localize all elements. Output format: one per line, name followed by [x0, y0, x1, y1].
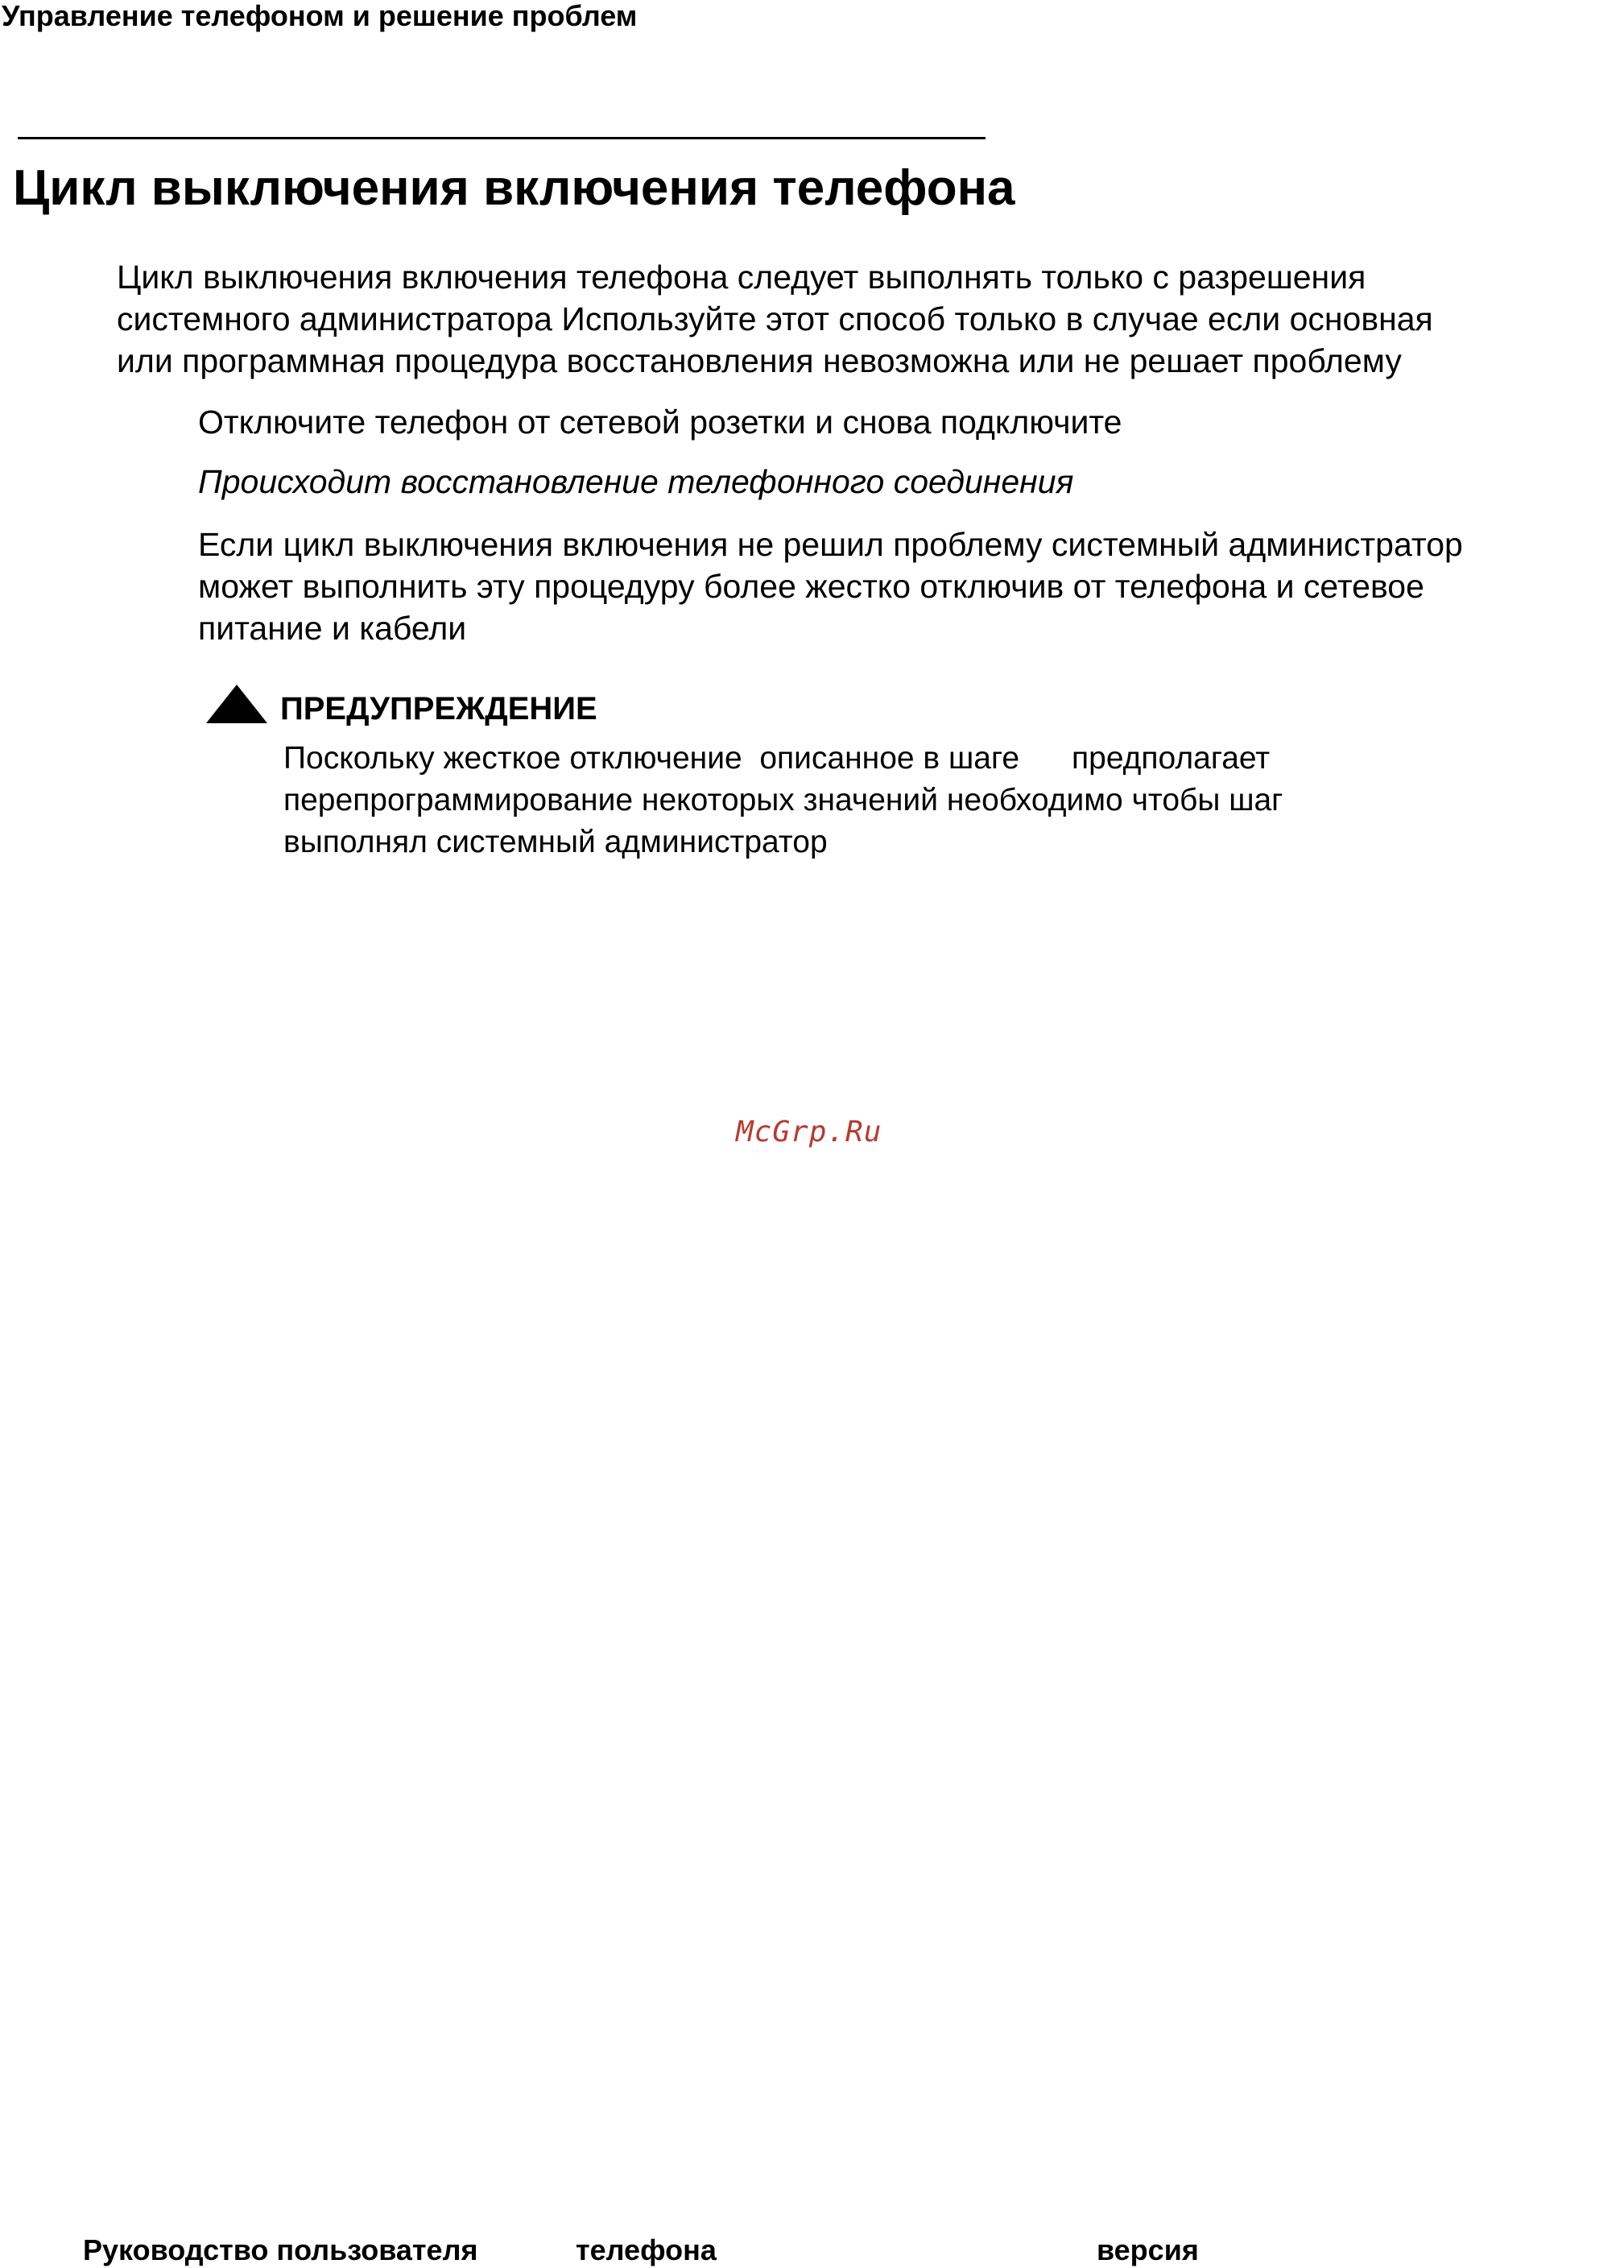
intro-paragraph	[117, 256, 1598, 382]
footer-version-label: версия	[1097, 2233, 1199, 2266]
running-header: Управление телефоном и решение проблем	[2, 0, 638, 32]
intro-line: системного администратора Используйте этот способ только в случае если основная	[117, 300, 1433, 337]
footer-phone-label: телефона	[576, 2233, 717, 2266]
intro-line: или программная процедура восстановления невозможна или не решает проблему	[117, 342, 1402, 379]
watermark: McGrp.Ru	[736, 1115, 882, 1148]
step-1-result: Происходит восстановление телефонного соединения	[198, 463, 1074, 500]
step-1-instruction: Отключите телефон от сетевой розетки и снова подключите	[198, 404, 1122, 441]
footer-guide-title: Руководство пользователя	[83, 2233, 478, 2266]
section-divider	[18, 137, 986, 139]
warning-triangle-icon	[206, 685, 267, 723]
warning-line: выполнял системный администратор	[283, 825, 828, 859]
warning-title: ПРЕДУПРЕЖДЕНИЕ	[280, 691, 597, 726]
warning-line: Поскольку жесткое отключение описанное в шаге предполагает	[283, 741, 1271, 776]
intro-line: Цикл выключения включения телефона следует выполнять только с разрешения	[117, 259, 1366, 296]
warning-line: перепрограммирование некоторых значений необходимо чтобы шаг	[283, 783, 1283, 817]
section-title: Цикл выключения включения телефона	[13, 160, 1015, 216]
step-2-line: питание и кабели	[198, 610, 467, 647]
step-2-instruction	[198, 524, 1463, 649]
warning-body	[283, 738, 1283, 863]
step-2-line: может выполнить эту процедуру более жестко отключив от телефона и сетевое	[198, 568, 1424, 605]
step-2-line: Если цикл выключения включения не решил проблему системный администратор	[198, 526, 1463, 563]
